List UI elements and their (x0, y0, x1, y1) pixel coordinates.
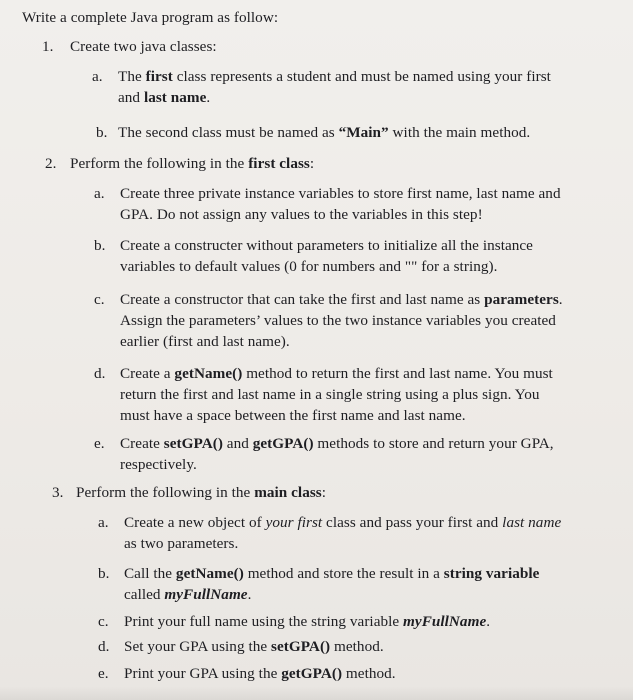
list-item-text: called myFullName. (124, 586, 252, 603)
list-item-marker: e. (94, 435, 105, 452)
list-item-text: and last name. (118, 89, 211, 106)
list-item-text: Create a constructor that can take the first and last name as parameters. (120, 291, 563, 308)
list-item-text: Create a constructer without parameters to initialize all the instance (120, 237, 533, 254)
list-item-text: GPA. Do not assign any values to the variables in this step! (120, 206, 483, 223)
section-heading: Perform the following in the first class: (70, 155, 315, 172)
list-item-marker: b. (94, 237, 106, 254)
section-number: 3. (52, 484, 64, 501)
section-heading: Perform the following in the main class: (76, 484, 327, 501)
section-heading: Create two java classes: (70, 38, 217, 55)
list-item-marker: d. (94, 365, 106, 382)
list-item-text: variables to default values (0 for numbers and "" for a string). (120, 258, 498, 275)
list-item-marker: d. (98, 638, 110, 655)
list-item-text: Create a new object of your first class and pass your first and last name (124, 514, 562, 531)
list-item-text: Print your GPA using the getGPA() method. (124, 665, 396, 682)
list-item-text: return the first and last name in a single string using a plus sign. You (120, 386, 540, 403)
list-item-text: Print your full name using the string variable myFullName. (124, 613, 491, 630)
list-item-text: The first class represents a student and must be named using your first (118, 68, 551, 85)
list-item-text: earlier (first and last name). (120, 333, 290, 350)
list-item-text: Set your GPA using the setGPA() method. (124, 638, 384, 655)
list-item-text: as two parameters. (124, 535, 239, 552)
list-item-marker: b. (96, 124, 108, 141)
list-item-text: Assign the parameters’ values to the two instance variables you created (120, 312, 556, 329)
list-item-text: Create a getName() method to return the first and last name. You must (120, 365, 553, 382)
list-item-text: Create setGPA() and getGPA() methods to store and return your GPA, (120, 435, 554, 452)
list-item-text: The second class must be named as “Main” with the main method. (118, 124, 531, 141)
list-item-text: Call the getName() method and store the result in a string variable (124, 565, 540, 582)
list-item-marker: b. (98, 565, 110, 582)
list-item-marker: a. (94, 185, 105, 202)
section-number: 1. (42, 38, 54, 55)
list-item-text: respectively. (120, 456, 197, 473)
list-item-text: Create three private instance variables to store first name, last name and (120, 185, 561, 202)
document-title: Write a complete Java program as follow: (22, 9, 279, 26)
list-item-text: must have a space between the first name and last name. (120, 407, 466, 424)
list-item-marker: c. (94, 291, 105, 308)
section-number: 2. (45, 155, 57, 172)
page-bottom-edge (0, 686, 633, 700)
list-item-marker: e. (98, 665, 109, 682)
list-item-marker: c. (98, 613, 109, 630)
list-item-marker: a. (92, 68, 103, 85)
list-item-marker: a. (98, 514, 109, 531)
